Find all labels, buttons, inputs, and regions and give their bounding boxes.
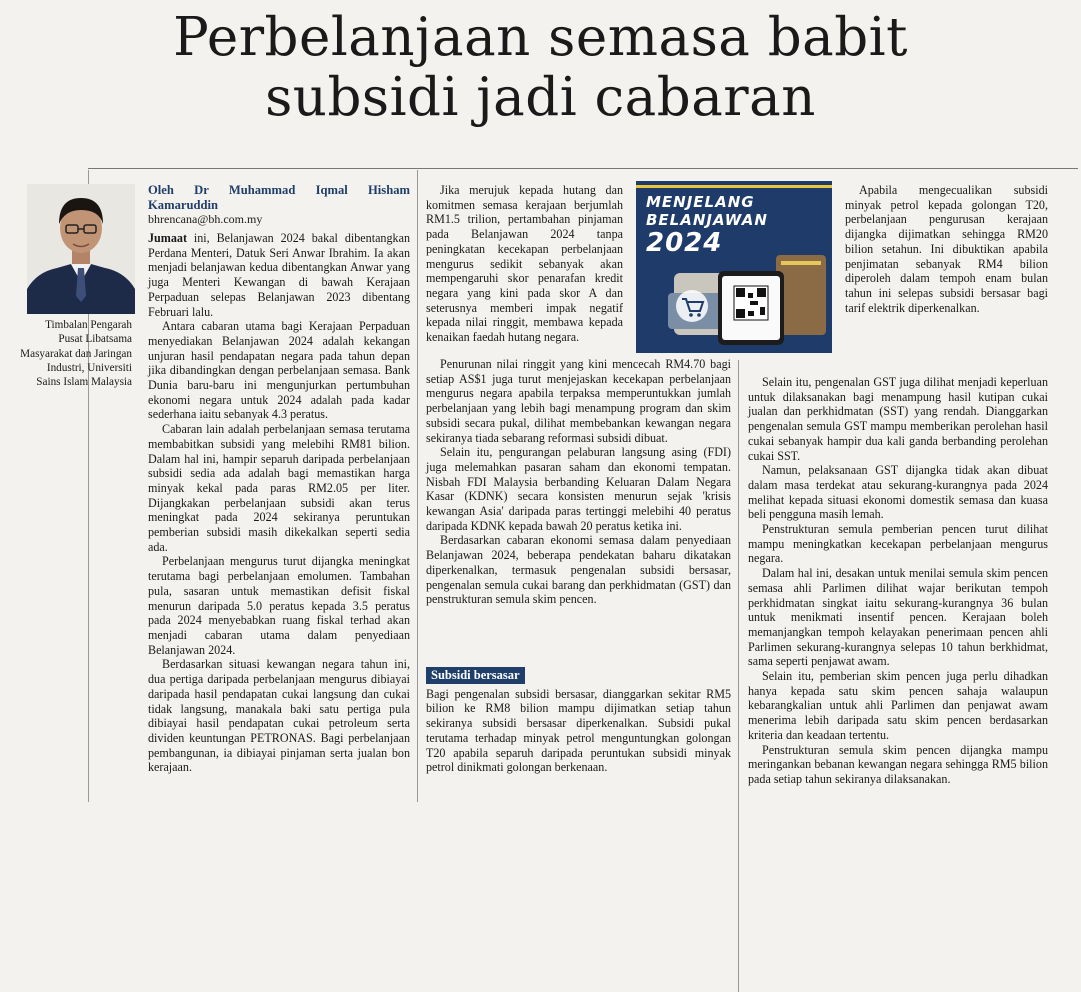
article-column-1	[148, 183, 410, 775]
author-photo	[27, 184, 135, 314]
article-paragraph: Selain itu, pengenalan GST juga dilihat menjadi keperluan untuk dilaksanakan bagi menampung hasil kutipan cukai jualan dan perkhidmatan (SST) yang rendah. Dianggarkan pengenalan semula GST mampu memberikan perolehan hasil cukai sebanyak hampir dua kali ganda berbanding perolehan cukai SST.	[748, 375, 1048, 463]
article-column-3	[748, 375, 1048, 787]
article-paragraph: Jumaat ini, Belanjawan 2024 bakal dibentangkan Perdana Menteri, Datuk Seri Anwar Ibrahim. Ia akan menjadi belanjawan kedua dibentangkan Anwar yang juga Menteri Kewangan di bawah Kerajaan Perpaduan selepas Belanjawan 2023 dibentang Februari lalu.	[148, 231, 410, 319]
article-paragraph: Selain itu, pemberian skim pencen juga perlu dihadkan hanya kepada satu skim pencen sahaja walaupun kebarangkalian untuk ahli Parlimen dan penjawat awam menerima lebih daripada satu skim pencen berdasarkan kriteria dan keadaan tertentu.	[748, 669, 1048, 742]
promo-title-line-1: MENJELANG	[646, 193, 755, 211]
author-caption: Timbalan Pengarah Pusat Libatsama Masyarakat dan Jaringan Industri, Universiti Sains Islam Malaysia	[20, 319, 132, 389]
article-paragraph: Cabaran lain adalah perbelanjaan semasa terutama membabitkan subsidi yang melebihi RM81 bilion. Dalam hal ini, hampir separuh daripada perbelanjaan subsidi sedia ada adalah bagi memastikan harga minyak kekal pada paras RM2.05 per liter. Dijangkakan perbelanjaan subsidi akan terus meningkat pada 2024 sekiranya peruntukan pemberian subsidi masih dikekalkan seperti sedia ada.	[148, 422, 410, 554]
top-rule	[88, 168, 1078, 169]
article-column-2-bottom	[426, 667, 731, 775]
article-paragraph: Antara cabaran utama bagi Kerajaan Perpaduan menyediakan Belanjawan 2024 adalah kekangan unjuran hasil pendapatan negara pada tahun depan jika dibandingkan dengan perbelanjaan semasa. Bank Dunia baru-baru ini mengunjurkan pertumbuhan ekonomi negara untuk 2024 adalah pada kadar sederhana iaitu sebanyak 4.3 peratus.	[148, 319, 410, 422]
budget-promo-graphic	[636, 181, 832, 353]
article-column-2-middle	[426, 357, 731, 607]
promo-title-line-2: BELANJAWAN	[646, 211, 768, 229]
promo-year: 2024	[646, 228, 723, 258]
article-paragraph: Perbelanjaan mengurus turut dijangka meningkat terutama bagi perbelanjaan emolumen. Tambahan pula, sasaran untuk memastikan defisit fiskal menurun daripada 5.0 peratus kepada 3.5 peratus pada 2024 menyebabkan ruang fiskal terhad akan menjadi cabaran utama dalam penyediaan Belanjawan 2024.	[148, 554, 410, 657]
author-portrait-image	[27, 184, 135, 314]
article-paragraph: Berdasarkan cabaran ekonomi semasa dalam penyediaan Belanjawan 2024, beberapa pendekatan baharu dikatakan diperkenalkan, termasuk pengenalan subsidi bersasar, pengenalan semula cukai barang dan perkhidmatan (GST) dan penstrukturan semula skim pencen.	[426, 533, 731, 607]
headline-line-2: subsidi jadi cabaran	[265, 67, 816, 128]
headline-line-1: Perbelanjaan semasa babit	[173, 7, 908, 68]
article-column-2-top	[426, 183, 623, 345]
article-paragraph: Apabila mengecualikan subsidi minyak petrol kepada golongan T20, perbelanjaan pengurusan kerajaan dijangka dijimatkan sehingga RM20 bilion setahun. Ini dibuktikan apabila penjimatan sebanyak RM4 bilion diperoleh dalam tempoh enam bulan tahun ini selepas subsidi bersasar bagi tarif elektrik diperkenalkan.	[845, 183, 1048, 315]
headline	[0, 8, 1081, 128]
column-divider	[417, 170, 418, 802]
article-paragraph: Dalam hal ini, desakan untuk menilai semula skim pencen semasa ahli Parlimen dilihat wajar berikutan tempoh perkhidmatan singkat iaitu sekurang-kurangnya 36 bulan untuk menikmati insentif pencen. Kerajaan boleh memanjangkan tempoh kelayakan penerimaan pencen ahli Parlimen sekurang-kurangnya selepas 10 tahun berkhidmat, sama seperti penjawat awam.	[748, 566, 1048, 669]
wallet-phone-illustration	[636, 181, 832, 353]
author-byline: Oleh Dr Muhammad Iqmal Hisham Kamaruddin	[148, 183, 410, 212]
section-subhead: Subsidi bersasar	[426, 667, 525, 684]
qr-code-icon	[734, 286, 768, 320]
article-paragraph: Penstrukturan semula skim pencen dijangka mampu meringankan bebanan kewangan negara sehingga RM5 bilion pada setiap tahun sekiranya dilaksanakan.	[748, 742, 1048, 786]
shopping-cart-icon	[676, 290, 708, 322]
article-paragraph: Namun, pelaksanaan GST dijangka tidak akan dibuat dalam masa terdekat atau sekurang-kurangnya pada 2024 melihat kepada situasi ekonomi domestik semasa dan kuasa beli pengguna masih lemah.	[748, 463, 1048, 522]
article-paragraph: Selain itu, pengurangan pelaburan langsung asing (FDI) juga melemahkan pasaran saham dan ekonomi tempatan. Nisbah FDI Malaysia berbanding Keluaran Dalam Negara Kasar (KDNK) secara konsisten menurun sejak 'krisis kewangan Asia' daripada paras tertinggi melebihi 40 peratus daripada KDNK kepada bawah 20 peratus ketika ini.	[426, 445, 731, 533]
article-column-3-top	[845, 183, 1048, 315]
author-email: bhrencana@bh.com.my	[148, 212, 263, 226]
column-divider	[738, 360, 739, 992]
article-paragraph: Penstrukturan semula pemberian pencen turut dilihat mampu meningkatkan kecekapan perbelanjaan mengurus negara.	[748, 522, 1048, 566]
article-paragraph: Jika merujuk kepada hutang dan komitmen semasa kerajaan berjumlah RM1.5 trilion, pertambahan pinjaman pada Belanjawan 2024 tanpa peningkatan kecekapan perbelanjaan mengurus sedikit sebanyak akan mempengaruhi skor penarafan kredit negara yang kini pada skor A dan seterusnya memberi impak negatif kepada nilai ringgit, membawa kepada kenaikan faedah hutang negara.	[426, 183, 623, 345]
dropcap-lead: Jumaat	[148, 231, 187, 245]
article-paragraph: Berdasarkan situasi kewangan negara tahun ini, dua pertiga daripada perbelanjaan mengurus dibiayai daripada hasil pendapatan cukai langsung dan cukai tidak langsung, manakala baki satu pertiga pula dibiayai hasil pendapatan cukai petroleum serta dividen keuntungan PETRONAS. Bagi perbelanjaan pembangunan, ia dibiayai pinjaman serta jualan bon kerajaan.	[148, 657, 410, 775]
article-paragraph: Bagi pengenalan subsidi bersasar, dianggarkan sekitar RM5 bilion ke RM8 bilion mampu dijimatkan setiap tahun sekiranya subsidi bersasar diperkenalkan. Subsidi pukal terutama terhadap minyak petrol menguntungkan golongan T20 apabila separuh daripada peruntukan subsidi minyak petrol dinikmati golongan berkenaan.	[426, 686, 731, 775]
article-paragraph: Penurunan nilai ringgit yang kini mencecah RM4.70 bagi setiap AS$1 juga turut menjejaskan kecekapan perbelanjaan mengurus negara apabila terpaksa memperuntukkan jumlah perbelanjaan yang lebih bagi menampung program dan skim subsidi secara pukal, dilihat membebankan kewangan negara sekiranya tiada sebarang reformasi subsidi dibuat.	[426, 357, 731, 445]
